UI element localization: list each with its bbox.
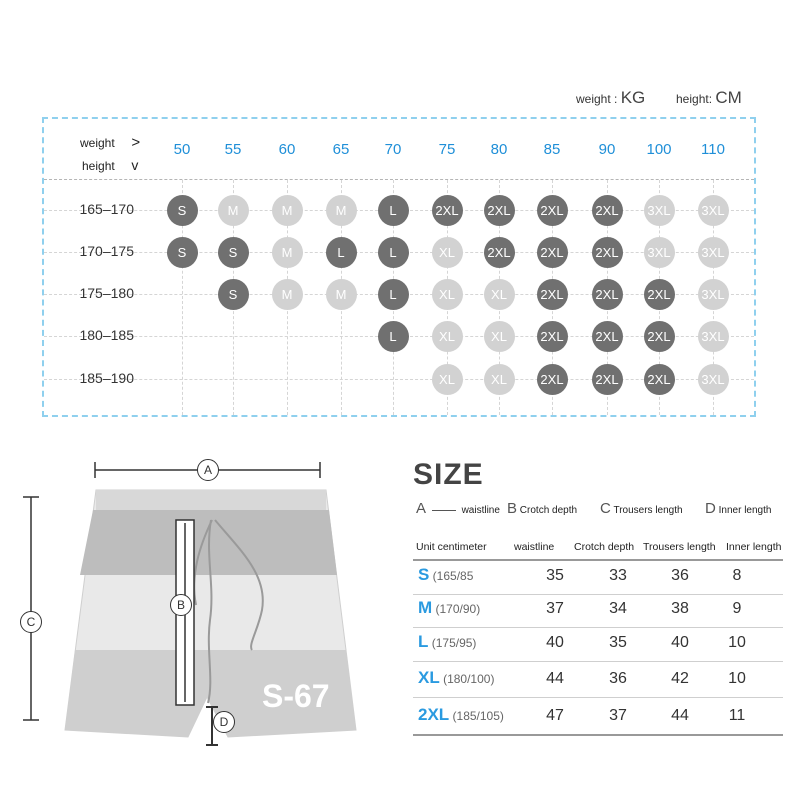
size-badge: XL [432,237,463,268]
shorts-diagram [0,445,400,800]
dimension-a-label: A [197,459,219,481]
size-badge: 2XL [592,279,623,310]
size-code: L [418,632,429,651]
size-spec: (175/95) [428,636,477,650]
size-badge: M [326,195,357,226]
weight-value: 110 [701,141,725,158]
height-unit: height: CM [676,88,742,107]
table-value: 10 [728,634,746,651]
table-value: 44 [671,707,689,724]
size-code: XL [418,668,440,687]
grid-header-divider [44,179,754,180]
dimension-b-label: B [170,594,192,616]
dimension-d-label: D [213,711,235,733]
size-badge: 2XL [644,321,675,352]
table-value: 11 [728,707,746,724]
height-axis-label: height v [82,157,139,173]
weight-value: 75 [438,141,456,158]
table-value: 47 [546,707,564,724]
weight-value: 100 [646,141,672,158]
chevron-down-icon: v [131,157,139,173]
table-value: 42 [671,670,689,687]
size-badge: XL [432,279,463,310]
size-badge: 2XL [537,237,568,268]
size-badge: 2XL [484,237,515,268]
weight-value: 65 [332,141,350,158]
table-value: 37 [546,600,564,617]
size-badge: M [218,195,249,226]
size-badge: 2XL [644,279,675,310]
table-value: 35 [609,634,627,651]
chevron-right-icon: > [131,134,141,151]
header-trousers-length: Trousers length [643,541,716,553]
header-crotch-depth: Crotch depth [574,541,635,553]
height-range: 180–185 [79,327,134,343]
size-label [418,565,473,585]
size-badge: 2XL [537,279,568,310]
table-value: 38 [671,600,689,617]
table-value: 9 [732,600,742,617]
weight-value: 90 [598,141,616,158]
weight-unit: weight : KG [576,88,646,107]
weight-value: 85 [543,141,561,158]
size-badge: 3XL [698,237,729,268]
size-badge: 2XL [537,364,568,395]
header-unit: Unit centimeter [416,541,487,553]
size-badge: 2XL [592,195,623,226]
size-badge: L [326,237,357,268]
size-badge: XL [484,364,515,395]
size-badge: 2XL [592,364,623,395]
size-badge: M [326,279,357,310]
size-badge: S [167,195,198,226]
weight-value: 70 [384,141,402,158]
size-badge: 2XL [592,321,623,352]
size-label [418,598,480,618]
size-badge: 2XL [592,237,623,268]
size-badge: XL [432,364,463,395]
size-label [418,705,504,725]
table-value: 35 [546,567,564,584]
height-range: 170–175 [79,243,134,259]
weight-value: 50 [173,141,191,158]
size-badge: M [272,195,303,226]
size-badge: XL [432,321,463,352]
table-row-divider [413,627,783,628]
height-range: 165–170 [79,201,134,217]
weight-axis-label: weight > [80,134,141,151]
size-badge: 2XL [644,364,675,395]
weight-value: 55 [224,141,242,158]
table-value: 37 [609,707,627,724]
size-title: SIZE [413,458,484,491]
size-spec: (165/85 [429,569,474,583]
size-badge: L [378,321,409,352]
size-code: M [418,598,433,617]
size-spec: (185/105) [449,709,504,723]
size-badge: 2XL [537,321,568,352]
size-badge: 3XL [644,195,675,226]
size-badge: 3XL [698,321,729,352]
table-value: 33 [609,567,627,584]
size-badge: 3XL [698,195,729,226]
size-badge: S [218,279,249,310]
size-code: 2XL [418,705,450,724]
height-range: 175–180 [79,285,134,301]
size-code: S [418,565,430,584]
legend-b: B Crotch depth [507,500,578,517]
header-inner-length: Inner length [726,541,782,553]
table-value: 34 [609,600,627,617]
size-badge: 3XL [644,237,675,268]
size-badge: S [218,237,249,268]
size-badge: M [272,279,303,310]
size-badge: L [378,279,409,310]
dimension-c-label: C [20,611,42,633]
size-badge: XL [484,321,515,352]
table-value: 36 [671,567,689,584]
size-spec: (170/90) [432,602,481,616]
size-badge: 2XL [432,195,463,226]
legend-c: C Trousers length [600,500,683,517]
table-value: 44 [546,670,564,687]
size-badge: 3XL [698,364,729,395]
table-value: 40 [671,634,689,651]
size-badge: 3XL [698,279,729,310]
size-badge: 2XL [484,195,515,226]
size-badge: XL [484,279,515,310]
table-value: 8 [732,567,742,584]
size-badge: L [378,237,409,268]
table-value: 40 [546,634,564,651]
table-row-divider [413,697,783,698]
table-row-divider [413,594,783,595]
legend-a: A waistline [416,500,500,517]
header-waistline: waistline [514,541,555,553]
size-label [418,668,494,688]
size-badge: S [167,237,198,268]
shorts-print-text: S-67 [262,678,330,714]
table-value: 10 [728,670,746,687]
table-row-divider [413,661,783,662]
size-spec: (180/100) [439,672,495,686]
table-row-divider [413,734,783,736]
size-badge: M [272,237,303,268]
table-divider [413,559,783,561]
size-label [418,632,476,652]
weight-value: 80 [490,141,508,158]
weight-value: 60 [278,141,296,158]
size-badge: L [378,195,409,226]
size-badge: 2XL [537,195,568,226]
legend-d: D Inner length [705,500,772,517]
height-range: 185–190 [79,370,134,386]
table-value: 36 [609,670,627,687]
